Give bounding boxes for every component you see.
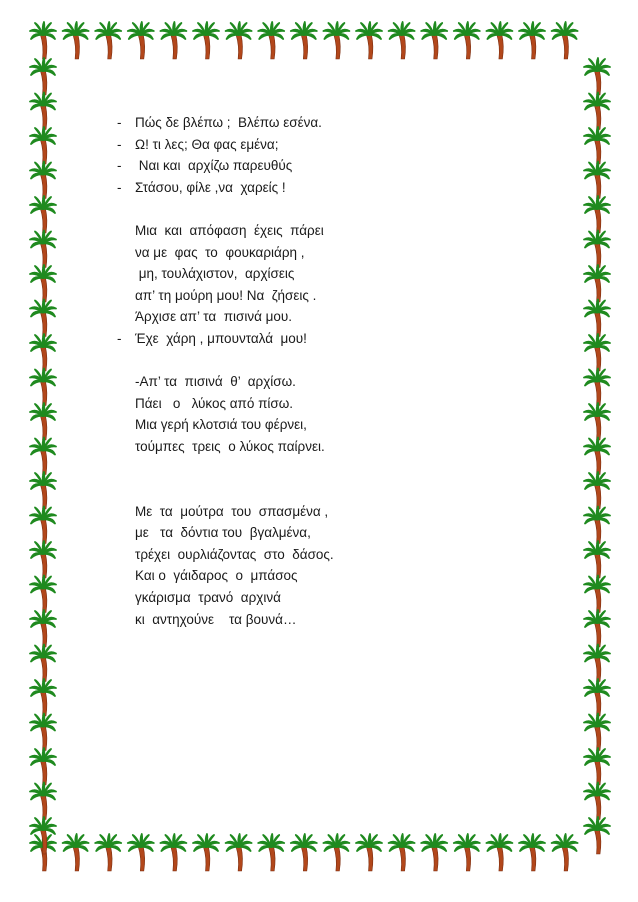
palm-tree-icon (128, 834, 154, 871)
palm-tree-icon (584, 369, 610, 406)
palm-tree-icon (356, 22, 382, 59)
palm-tree-icon (584, 748, 610, 785)
palm-tree-icon (486, 834, 512, 871)
palm-tree-icon (584, 93, 610, 130)
stanza-gap (117, 458, 537, 501)
palm-tree-icon (454, 834, 480, 871)
palm-tree-icon (30, 817, 56, 854)
palm-tree-icon (226, 22, 252, 59)
poem-line-text: Και ο γάιδαρος ο μπάσος (135, 568, 298, 584)
palm-tree-icon (30, 472, 56, 509)
palm-tree-icon (389, 834, 415, 871)
palm-tree-icon (30, 22, 56, 59)
palm-tree-icon (30, 576, 56, 613)
palm-tree-icon (584, 576, 610, 613)
palm-tree-icon (584, 403, 610, 440)
palm-tree-icon (584, 472, 610, 509)
dash-marker: - (117, 115, 122, 130)
palm-tree-icon (323, 834, 349, 871)
palm-tree-icon (30, 748, 56, 785)
poem-line-text: Ναι και αρχίζω παρευθύς (135, 158, 293, 174)
palm-tree-icon (421, 834, 447, 871)
dash-marker: - (117, 179, 122, 195)
palm-tree-icon (63, 834, 89, 871)
poem-line-text: τρέχει ουρλιάζοντας στο δάσος. (135, 546, 334, 562)
poem-line (117, 112, 537, 134)
palm-tree-icon (30, 93, 56, 130)
palm-tree-icon (584, 334, 610, 371)
poem-line-text: μη, τουλάχιστον, αρχίσεις (135, 266, 295, 282)
palm-tree-icon (421, 22, 447, 59)
palm-tree-icon (584, 231, 610, 268)
dash-marker: - (117, 158, 122, 174)
palm-tree-icon (30, 162, 56, 199)
palm-tree-icon (584, 679, 610, 716)
palm-tree-icon (63, 22, 89, 59)
poem-line (117, 609, 537, 631)
palm-tree-icon (584, 783, 610, 820)
palm-tree-icon (356, 834, 382, 871)
palm-tree-icon (160, 834, 186, 871)
stanza-gap (117, 350, 537, 372)
poem-line-text: Πώς δε βλέπω ; Βλέπω εσένα. (135, 115, 322, 130)
palm-tree-icon (291, 22, 317, 59)
poem-line-text: Με τα μούτρα του σπασμένα , (135, 503, 329, 519)
palm-tree-icon (519, 834, 545, 871)
poem-line-text: Μια και απόφαση έχεις πάρει (135, 222, 324, 238)
palm-tree-icon (454, 22, 480, 59)
poem-line-text: Πάει ο λύκος από πίσω. (135, 395, 294, 411)
palm-tree-icon (584, 610, 610, 647)
poem-line (117, 522, 537, 544)
palm-tree-icon (323, 22, 349, 59)
poem-line-text: Άρχισε απ’ τα πισινά μου. (135, 309, 293, 325)
palm-tree-icon (193, 834, 219, 871)
palm-tree-icon (30, 231, 56, 268)
palm-tree-icon (584, 714, 610, 751)
dash-marker: - (117, 330, 122, 346)
palm-tree-icon (584, 265, 610, 302)
poem-line (117, 177, 537, 199)
palm-tree-icon (30, 679, 56, 716)
palm-tree-icon (30, 783, 56, 820)
palm-tree-icon (258, 22, 284, 59)
palm-tree-icon (584, 507, 610, 544)
palm-tree-icon (30, 438, 56, 475)
palm-tree-icon (584, 541, 610, 578)
poem-line (117, 565, 537, 587)
poem-line (117, 501, 537, 523)
palm-tree-icon (389, 22, 415, 59)
palm-tree-icon (584, 438, 610, 475)
palm-tree-icon (30, 834, 56, 871)
poem-line (117, 134, 537, 156)
poem-line (117, 155, 537, 177)
palm-tree-icon (584, 162, 610, 199)
palm-tree-icon (95, 834, 121, 871)
palm-tree-icon (30, 334, 56, 371)
palm-tree-icon (584, 645, 610, 682)
poem-line (117, 371, 537, 393)
palm-tree-icon (30, 265, 56, 302)
poem-line-text: κι αντηχούνε τα βουνά… (135, 611, 297, 627)
palm-tree-icon (584, 196, 610, 233)
palm-tree-icon (193, 22, 219, 59)
palm-tree-icon (30, 58, 56, 95)
poem-line (117, 328, 537, 350)
palm-tree-icon (584, 817, 610, 854)
palm-tree-icon (30, 610, 56, 647)
palm-tree-icon (30, 507, 56, 544)
palm-tree-icon (552, 22, 578, 59)
palm-tree-icon (30, 369, 56, 406)
palm-tree-icon (128, 22, 154, 59)
poem-line-text: Ω! τι λες; Θα φας εμένα; (135, 136, 279, 152)
poem-line-text: γκάρισμα τρανό αρχινά (135, 590, 281, 606)
palm-tree-icon (291, 834, 317, 871)
palm-tree-icon (30, 645, 56, 682)
palm-tree-icon (30, 403, 56, 440)
poem-line-text: Έχε χάρη , μπουνταλά μου! (135, 330, 307, 346)
palm-tree-icon (95, 22, 121, 59)
palm-tree-icon (552, 834, 578, 871)
palm-tree-icon (584, 127, 610, 164)
poem-line (117, 393, 537, 415)
poem-line-text: -Απ’ τα πισινά θ’ αρχίσω. (135, 374, 296, 390)
palm-tree-icon (226, 834, 252, 871)
poem-line-text: Μια γερή κλοτσιά του φέρνει, (135, 417, 307, 433)
poem-line (117, 242, 537, 264)
poem-line (117, 306, 537, 328)
poem-line-text: απ’ τη μούρη μου! Να ζήσεις . (135, 287, 317, 303)
poem-line-text: με τα δόντια του βγαλμένα, (135, 525, 311, 541)
palm-tree-icon (258, 834, 284, 871)
poem-line-text: να με φας το φουκαριάρη , (135, 244, 305, 260)
palm-tree-icon (160, 22, 186, 59)
poem-line (117, 544, 537, 566)
palm-tree-icon (519, 22, 545, 59)
poem-text (117, 112, 537, 630)
poem-line (117, 414, 537, 436)
palm-tree-icon (486, 22, 512, 59)
poem-line (117, 220, 537, 242)
poem-line (117, 587, 537, 609)
dash-marker: - (117, 136, 122, 152)
poem-line (117, 285, 537, 307)
palm-tree-icon (30, 127, 56, 164)
poem-line-text: τούμπες τρεις ο λύκος παίρνει. (135, 438, 325, 454)
stanza-gap (117, 198, 537, 220)
palm-tree-icon (30, 541, 56, 578)
palm-tree-icon (30, 196, 56, 233)
poem-line-text: Στάσου, φίλε ,να χαρείς ! (135, 179, 286, 195)
palm-tree-icon (30, 300, 56, 337)
palm-tree-icon (30, 714, 56, 751)
poem-line (117, 436, 537, 458)
palm-tree-icon (584, 300, 610, 337)
palm-tree-icon (584, 58, 610, 95)
poem-line (117, 263, 537, 285)
